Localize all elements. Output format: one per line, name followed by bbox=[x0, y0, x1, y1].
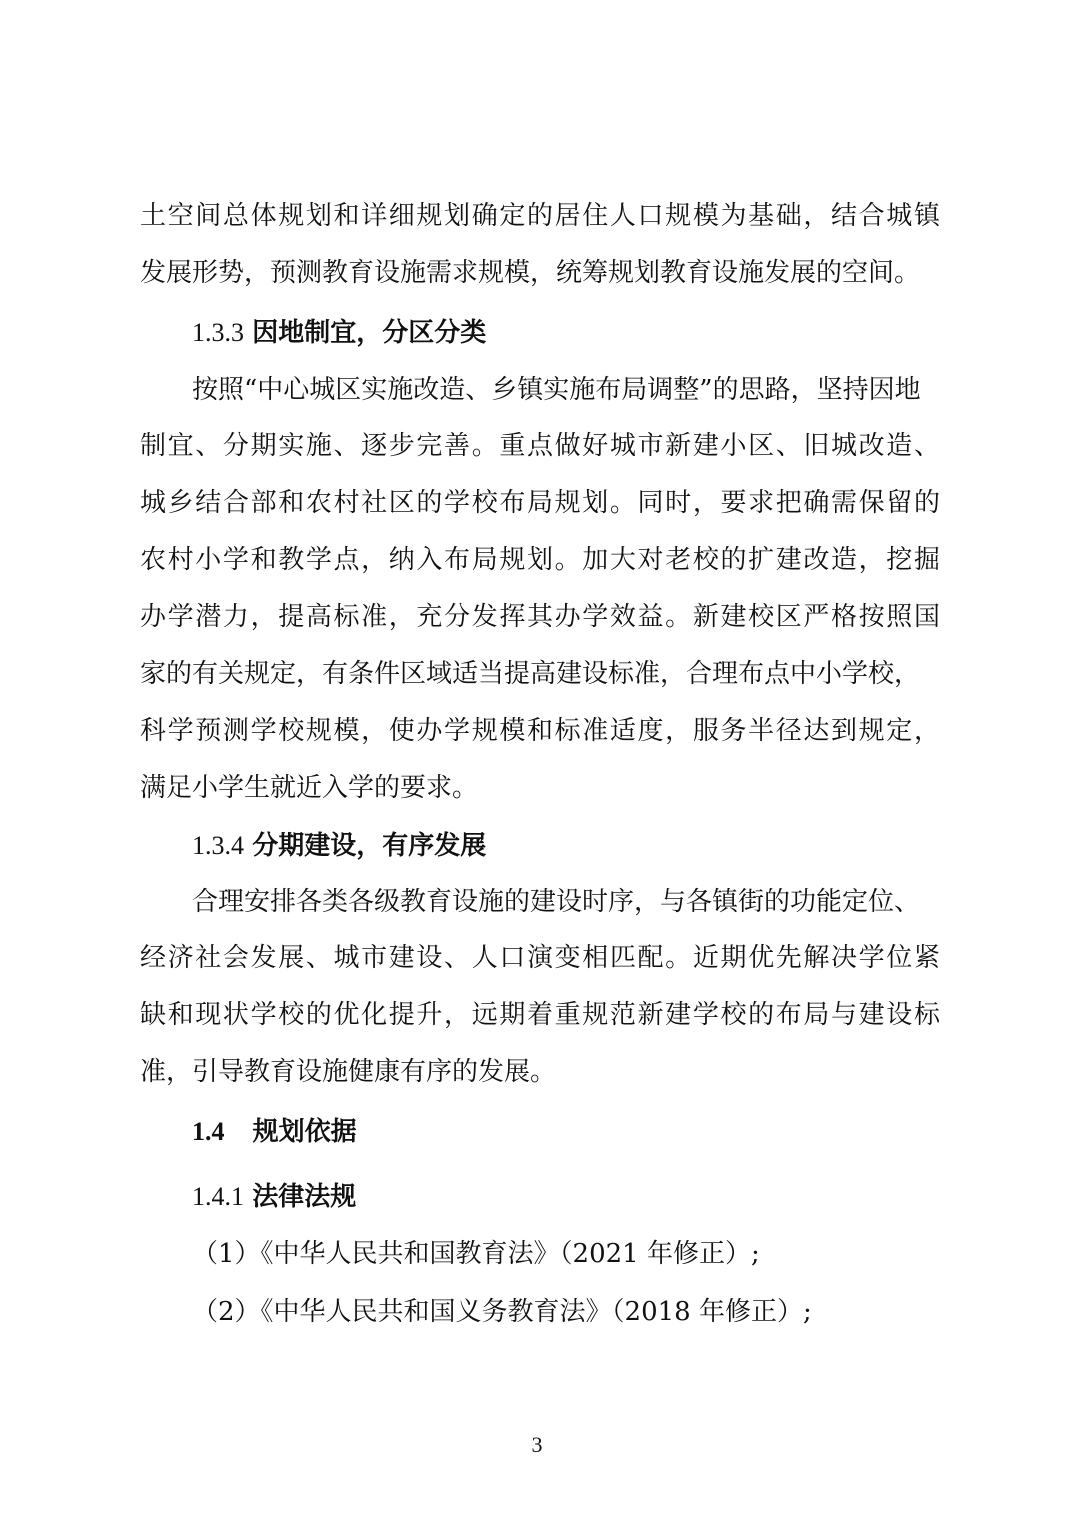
section-heading-1-3-4 bbox=[140, 826, 486, 866]
paragraph-line: 办 学 潜 力 ， 提 高 标 准 ， 充 分 发 挥 其 办 学 效 益 。 新 建 校 区 严 格 按 照 国 bbox=[140, 602, 940, 632]
section-number: 1.4 bbox=[192, 1117, 225, 1146]
paragraph-line: 制 宜 、 分 期 实 施 、 逐 步 完 善 。 重 点 做 好 城 市 新 建 小 区 、 旧 城 改 造 、 bbox=[140, 431, 940, 461]
law-list-item: （2）《中华人民共和国义务教育法》（2018 年修正）; bbox=[192, 1297, 812, 1327]
paragraph-line: 发展形势，预测教育设施需求规模，统筹规划教育设施发展的空间。 bbox=[140, 258, 921, 288]
section-number: 1.3.4 bbox=[192, 831, 244, 860]
paragraph-line: 经 济 社 会 发 展 、 城 市 建 设 、 人 口 演 变 相 匹 配 。 近 期 优 先 解 决 学 位 紧 bbox=[140, 943, 940, 973]
section-heading-1-4-1 bbox=[140, 1177, 356, 1217]
section-number: 1.4.1 bbox=[192, 1182, 244, 1211]
paragraph-line: 按照“中心城区实施改造、乡镇实施布局调整”的思路，坚持因地 bbox=[192, 375, 921, 405]
paragraph-line: 准，引导教育设施健康有序的发展。 bbox=[140, 1057, 557, 1087]
section-title: 因地制宜，分区分类 bbox=[252, 318, 487, 348]
section-title: 法律法规 bbox=[252, 1182, 357, 1212]
page-number: 3 bbox=[531, 1432, 543, 1457]
section-number: 1.3.3 bbox=[192, 318, 244, 347]
section-heading-1-4 bbox=[140, 1112, 357, 1152]
paragraph-line: 土 空 间 总 体 规 划 和 详 细 规 划 确 定 的 居 住 人 口 规 模 为 基 础 ， 结 合 城 镇 bbox=[140, 201, 940, 231]
section-title: 规划依据 bbox=[252, 1117, 357, 1147]
section-title: 分期建设，有序发展 bbox=[252, 831, 487, 861]
section-heading-1-3-3 bbox=[140, 313, 486, 353]
paragraph-line: 农 村 小 学 和 教 学 点 ， 纳 入 布 局 规 划 。 加 大 对 老 校 的 扩 建 改 造 ， 挖 掘 bbox=[140, 545, 940, 575]
paragraph-line: 城 乡 结 合 部 和 农 村 社 区 的 学 校 布 局 规 划 。 同 时 ， 要 求 把 确 需 保 留 的 bbox=[140, 488, 940, 518]
paragraph-line: 合理安排各类各级教育设施的建设时序，与各镇街的功能定位、 bbox=[192, 887, 921, 917]
paragraph-line: 缺 和 现 状 学 校 的 优 化 提 升 ， 远 期 着 重 规 范 新 建 学 校 的 布 局 与 建 设 标 bbox=[140, 1000, 940, 1030]
paragraph-line: 满足小学生就近入学的要求。 bbox=[140, 773, 479, 803]
paragraph-line: 家的有关规定，有条件区域适当提高建设标准，合理布点中小学校， bbox=[140, 659, 921, 689]
law-list-item: （1）《中华人民共和国教育法》（2021 年修正）; bbox=[192, 1239, 760, 1269]
paragraph-line: 科 学 预 测 学 校 规 模 ， 使 办 学 规 模 和 标 准 适 度 ， 服 务 半 径 达 到 规 定 ， bbox=[140, 716, 940, 746]
